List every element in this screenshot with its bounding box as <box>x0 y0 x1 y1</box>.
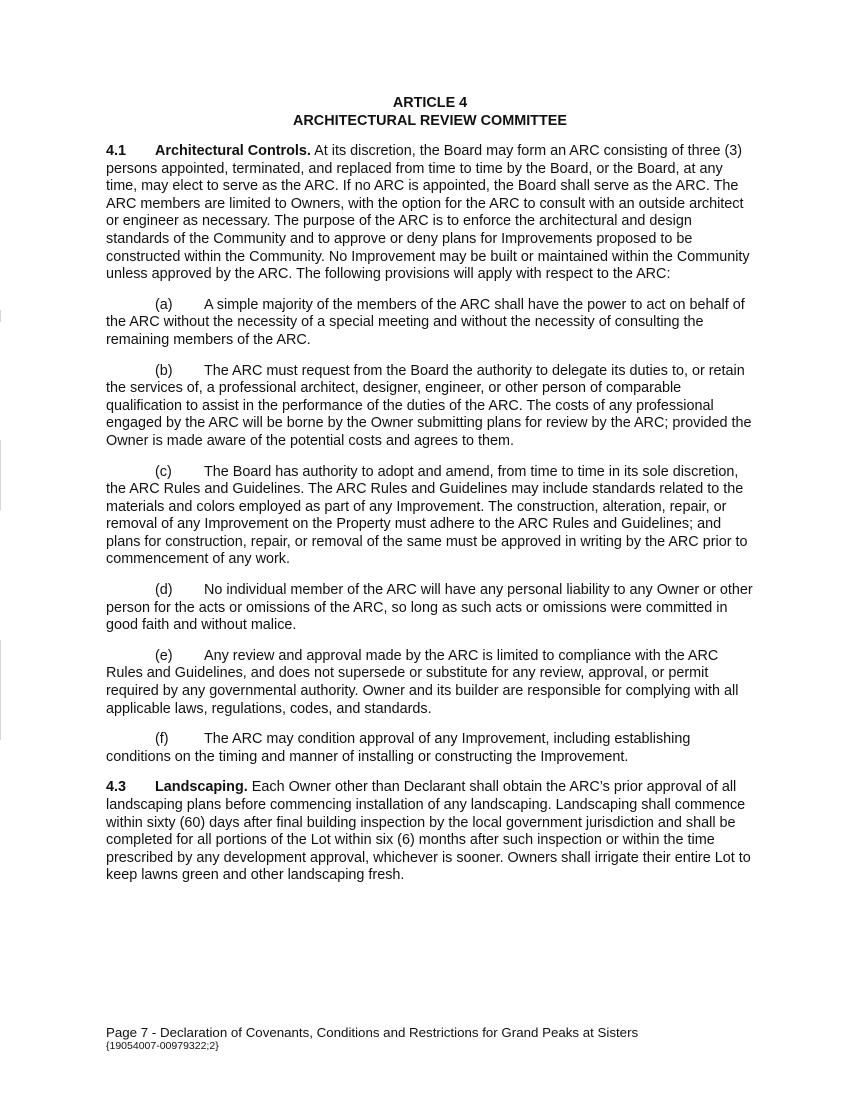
scan-edge-mark <box>0 310 1 322</box>
subsection-c <box>106 464 754 570</box>
document-page <box>106 94 754 885</box>
footer-page-line: Page 7 - Declaration of Covenants, Conditions and Restrictions for Grand Peaks at Sisters <box>106 1025 639 1040</box>
subsection-label: (b) <box>155 362 173 379</box>
footer-doc-id: {19054007-00979322;2} <box>106 1040 219 1052</box>
subsection-label: (f) <box>155 731 169 748</box>
subsection-text: No individual member of the ARC will have any personal liability to any Owner or other person for the acts or omissions of the ARC, so long as such acts or omissions were committed in good faith and without malice. <box>106 582 753 634</box>
section-4-3 <box>106 779 754 885</box>
subsection-a <box>106 297 754 350</box>
subsection-d <box>106 582 754 635</box>
subsection-e <box>106 648 754 718</box>
subsection-text: The Board has authority to adopt and amend, from time to time in its sole discretion, the ARC Rules and Guidelines. The ARC Rules and Guidelines may include standards related to the materials and colors employed as part of any Improvement. The construction, alteration, repair, or removal of any Improvement on the Property must adhere to the ARC Rules and Guidelines; and plans for construction, repair, or removal of the same must be approved in writing by the ARC prior to commencement of any work. <box>106 463 748 568</box>
scan-edge-mark <box>0 640 1 740</box>
subsection-b <box>106 363 754 451</box>
subsection-label: (d) <box>155 582 173 599</box>
subsection-text: Any review and approval made by the ARC is limited to compliance with the ARC Rules and Guidelines, and does not supersede or substitute for any review, approval, or permit required by any governmental authority. Owner and its builder are responsible for complying with all applicable laws, regulations, codes, and standards. <box>106 647 739 717</box>
section-text: Each Owner other than Declarant shall obtain the ARC’s prior approval of all landscaping plans before commencing installation of any landscaping. Landscaping shall commence within sixty (60) days after final building inspection by the local government jurisdiction and shall be completed for all portions of the Lot within six (6) months after such inspection or within the time prescribed by any development approval, whichever is sooner. Owners shall irrigate their entire Lot to keep lawns green and other landscaping fresh. <box>106 779 751 884</box>
subsection-text: The ARC must request from the Board the authority to delegate its duties to, or retain the services of, a professional architect, designer, engineer, or other person of comparable qualification to assist in the performance of the duties of the ARC. The costs of any professional engaged by the ARC will be borne by the Owner submitting plans for review by the ARC; provided the Owner is made aware of the potential costs and agrees to them. <box>106 362 752 449</box>
subsection-text: A simple majority of the members of the ARC shall have the power to act on behalf of the ARC without the necessity of a special meeting and without the necessity of consulting the remaining members of the ARC. <box>106 296 745 348</box>
section-number: 4.1 <box>106 143 127 159</box>
section-4-1 <box>106 143 754 284</box>
section-heading: Architectural Controls. <box>155 143 311 159</box>
subsection-label: (e) <box>155 647 173 664</box>
section-text: At its discretion, the Board may form an ARC consisting of three (3) persons appointed, terminated, and replaced from time to time by the Board, or the Board, at any time, may elect to serve as the ARC. If no ARC is appointed, the Board shall serve as the ARC. The ARC members are limited to Owners, with the option for the ARC to consult with an outside architect or engineer as necessary. The purpose of the ARC is to enforce the architectural and design standards of the Community and to approve or deny plans for Improvements proposed to be constructed within the Community. No Improvement may be built or maintained within the Community unless approved by the ARC. The following provisions will apply with respect to the ARC: <box>106 143 750 283</box>
subsection-f <box>106 731 754 766</box>
article-title: ARCHITECTURAL REVIEW COMMITTEE <box>293 113 567 129</box>
section-heading: Landscaping. <box>155 779 248 796</box>
page-footer <box>106 1025 806 1052</box>
section-number: 4.3 <box>106 779 127 796</box>
subsection-label: (a) <box>155 296 173 313</box>
subsection-text: The ARC may condition approval of any Improvement, including establishing conditions on the timing and manner of installing or constructing the Improvement. <box>106 731 691 765</box>
article-number: ARTICLE 4 <box>392 95 468 111</box>
scan-edge-mark <box>0 440 1 510</box>
subsection-label: (c) <box>155 463 172 480</box>
